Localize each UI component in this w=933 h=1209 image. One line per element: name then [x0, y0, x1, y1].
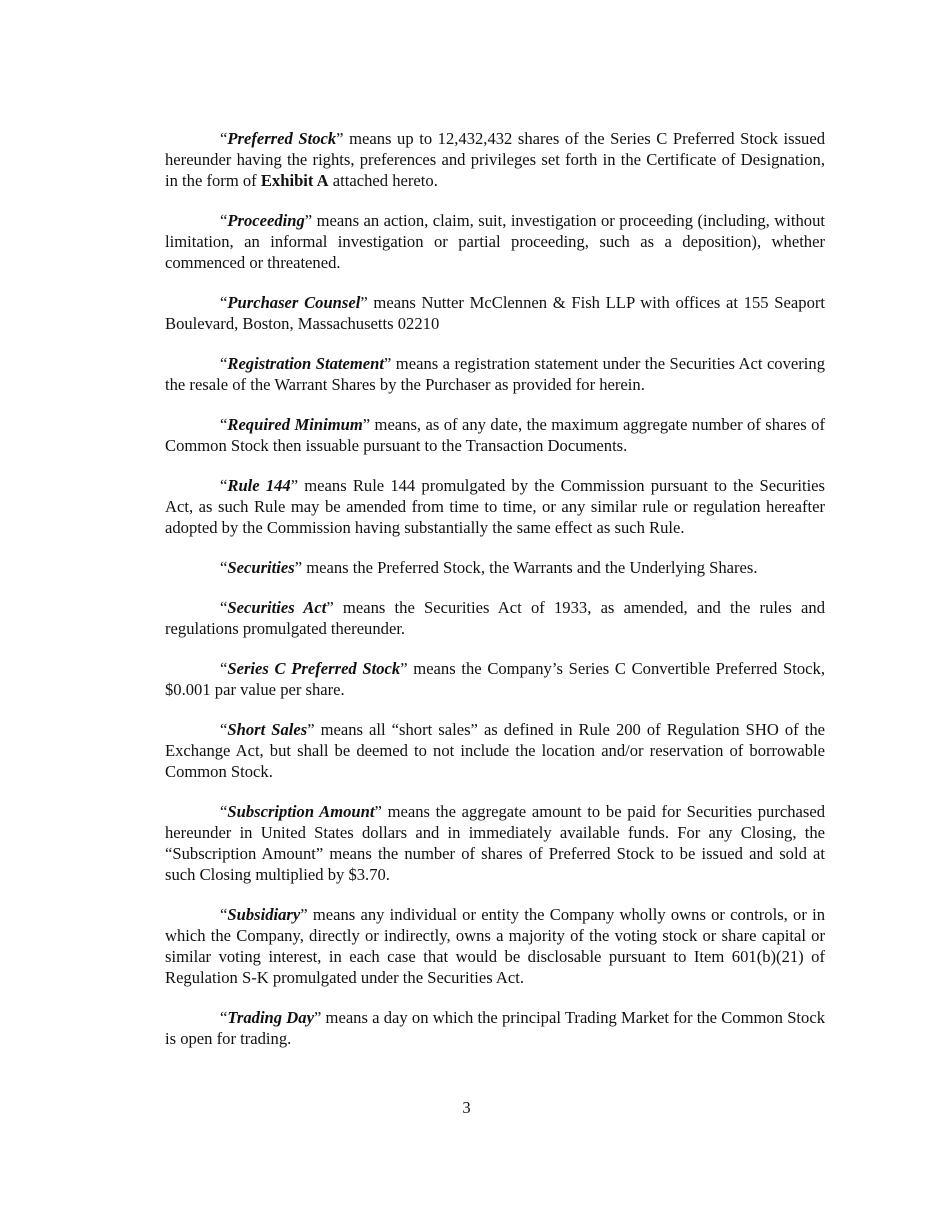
open-quote: “ — [220, 354, 228, 373]
definition-text: means the Company’s Series C Convertible Preferred Stock, $0.001 par value per share. — [165, 659, 825, 699]
open-quote: “ — [220, 476, 228, 495]
definition-registration-statement — [165, 353, 825, 395]
definition-preferred-stock — [165, 128, 825, 191]
definition-securities — [165, 557, 825, 578]
open-quote: “ — [220, 905, 228, 924]
defined-term: Preferred Stock — [227, 129, 337, 148]
close-quote: ” — [326, 598, 334, 617]
defined-term: Subsidiary — [227, 905, 301, 924]
page-number: 3 — [462, 1098, 471, 1117]
definition-text: means the Preferred Stock, the Warrants and the Underlying Shares. — [302, 558, 758, 577]
close-quote: ” — [374, 802, 382, 821]
definition-short-sales — [165, 719, 825, 782]
definition-proceeding — [165, 210, 825, 273]
close-quote: ” — [336, 129, 344, 148]
definition-text: means up to 12,432,432 shares of the Series C Preferred Stock issued hereunder having the rights, preferences and privileges set forth in the Certificate of Designation, in the form of — [165, 129, 826, 190]
close-quote: ” — [304, 211, 313, 230]
exhibit-reference: Exhibit A — [260, 171, 329, 190]
open-quote: “ — [220, 802, 228, 821]
definition-securities-act — [165, 597, 825, 639]
close-quote: ” — [362, 415, 371, 434]
open-quote: “ — [220, 558, 228, 577]
defined-term: Securities — [227, 558, 295, 577]
close-quote: ” — [360, 293, 368, 312]
definition-text: means, as of any date, the maximum aggregate number of shares of Common Stock then issuable pursuant to the Transaction Documents. — [165, 415, 825, 455]
open-quote: “ — [220, 293, 228, 312]
definition-text: means all “short sales” as defined in Rule 200 of Regulation SHO of the Exchange Act, but shall be deemed to not include the location and/or reservation of borrowable Common Stock. — [165, 720, 825, 781]
close-quote: ” — [290, 476, 299, 495]
open-quote: “ — [220, 211, 228, 230]
open-quote: “ — [220, 129, 228, 148]
defined-term: Purchaser Counsel — [227, 293, 361, 312]
definition-text: means a day on which the principal Trading Market for the Common Stock is open for trading. — [165, 1008, 825, 1048]
open-quote: “ — [220, 720, 228, 739]
definition-text: means the Securities Act of 1933, as amended, and the rules and regulations promulgated thereunder. — [165, 598, 825, 638]
definition-text: means Nutter McClennen & Fish LLP with offices at 155 Seaport Boulevard, Boston, Massachusetts 02210 — [165, 293, 826, 333]
definition-required-minimum — [165, 414, 825, 456]
defined-term: Series C Preferred Stock — [227, 659, 401, 678]
definition-text: means Rule 144 promulgated by the Commission pursuant to the Securities Act, as such Rule may be amended from time to time, or any similar rule or regulation hereafter adopted by the Commission having substantially the same effect as such Rule. — [165, 476, 825, 537]
defined-term: Short Sales — [227, 720, 308, 739]
definition-text: means a registration statement under the Securities Act covering the resale of the Warrant Shares by the Purchaser as provided for herein. — [165, 354, 825, 394]
defined-term: Trading Day — [227, 1008, 314, 1027]
open-quote: “ — [220, 598, 228, 617]
open-quote: “ — [220, 415, 228, 434]
definition-series-c-preferred-stock — [165, 658, 825, 700]
defined-term: Registration Statement — [227, 354, 384, 373]
definition-trading-day — [165, 1007, 825, 1049]
open-quote: “ — [220, 659, 228, 678]
close-quote: ” — [294, 558, 303, 577]
close-quote: ” — [400, 659, 408, 678]
close-quote: ” — [307, 720, 315, 739]
open-quote: “ — [220, 1008, 228, 1027]
definition-subscription-amount — [165, 801, 825, 885]
definition-rule-144 — [165, 475, 825, 538]
defined-term: Subscription Amount — [227, 802, 375, 821]
definitions-section — [165, 128, 825, 1068]
definition-text: means the aggregate amount to be paid for Securities purchased hereunder in United States dollars and in immediately available funds. For any Closing, the “Subscription Amount” means the number of shares of Preferred Stock to be issued and sold at such Closing multiplied by $3.70. — [165, 802, 825, 884]
defined-term: Required Minimum — [227, 415, 363, 434]
defined-term: Proceeding — [227, 211, 305, 230]
defined-term: Securities Act — [227, 598, 327, 617]
definition-text: means any individual or entity the Company wholly owns or controls, or in which the Company, directly or indirectly, owns a majority of the voting stock or share capital or similar voting interest, in each case that would be disclosable pursuant to Item 601(b)(21) of Regulation S-K promulgated under the Securities Act. — [165, 905, 825, 987]
definition-purchaser-counsel — [165, 292, 825, 334]
close-quote: ” — [313, 1008, 322, 1027]
defined-term: Rule 144 — [227, 476, 291, 495]
definition-text-end: attached hereto. — [328, 171, 438, 190]
close-quote: ” — [300, 905, 308, 924]
close-quote: ” — [383, 354, 392, 373]
definition-subsidiary — [165, 904, 825, 988]
definition-text: means an action, claim, suit, investigation or proceeding (including, without limitation, an informal investigation or partial proceeding, such as a deposition), whether commenced or threatened. — [165, 211, 825, 272]
